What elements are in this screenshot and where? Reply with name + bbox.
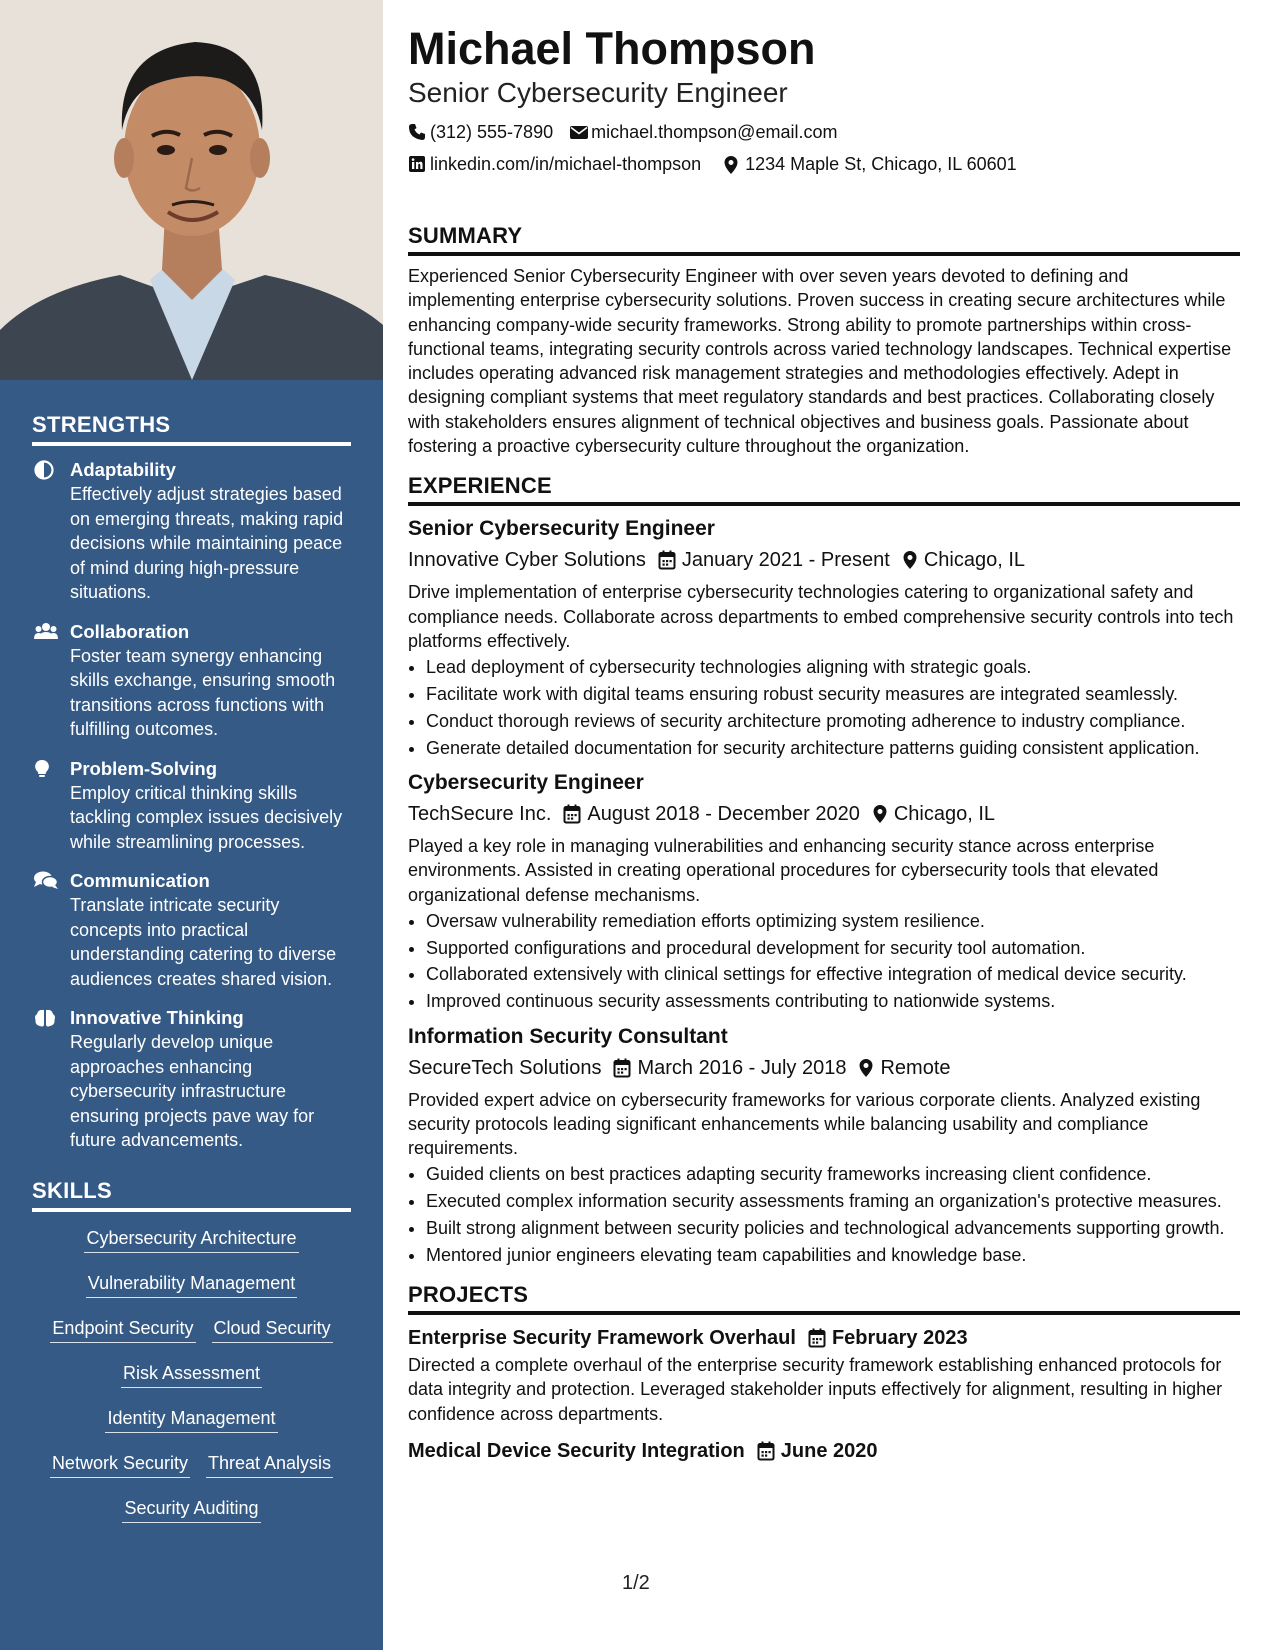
strength-item — [32, 757, 351, 855]
envelope-icon — [569, 123, 587, 141]
contact-line — [408, 148, 1240, 180]
strength-title: Problem-Solving — [70, 757, 217, 779]
bullet-item: • Guided clients on best practices adapting security frameworks increasing client confidence. — [426, 1162, 1240, 1186]
project-date: June 2020 — [780, 1440, 878, 1462]
candidate-name: Michael Thompson — [408, 23, 816, 74]
map-marker-icon — [902, 550, 918, 570]
map-marker-icon — [723, 155, 741, 173]
company-name: TechSecure Inc. — [408, 802, 552, 825]
strengths-heading: STRENGTHS — [32, 412, 351, 446]
comments-icon — [34, 871, 56, 891]
strength-item — [32, 620, 351, 742]
summary-section — [408, 222, 1240, 458]
map-marker-icon — [858, 1058, 874, 1078]
job-dates: January 2021 - Present — [681, 549, 890, 572]
lightbulb-icon — [34, 759, 56, 779]
company-name: SecureTech Solutions — [408, 1056, 602, 1079]
skill-tag: Identity Management — [105, 1407, 277, 1433]
strength-description: Regularly develop unique approaches enhancing cybersecurity infrastructure ensuring projects pave way for future advancements. — [70, 1032, 315, 1150]
adjust-icon — [34, 460, 56, 480]
skill-tag: Security Auditing — [122, 1497, 260, 1523]
calendar-icon — [613, 1058, 631, 1078]
strength-title: Innovative Thinking — [70, 1007, 244, 1028]
job-dates: August 2018 - December 2020 — [587, 802, 860, 825]
bullet-item: • Generate detailed documentation for security architecture patterns guiding consistent application. — [426, 736, 1240, 760]
skill-tag: Cloud Security — [212, 1317, 333, 1343]
phone-icon — [408, 123, 426, 141]
job-title: Information Security Consultant — [408, 1024, 728, 1048]
calendar-icon — [808, 1328, 826, 1348]
job-description: Played a key role in managing vulnerabilities and enhancing security stance across enterprise environments. Assisted in creating operational procedures for cybersecurity tools that elevated organizational defense mechanisms. — [408, 835, 1159, 905]
job-entry — [408, 1022, 1240, 1268]
skill-tag: Endpoint Security — [50, 1317, 195, 1343]
contact-line — [408, 116, 1240, 148]
skill-tag: Threat Analysis — [206, 1452, 333, 1478]
strength-description: Effectively adjust strategies based on emerging threats, making rapid decisions while maintaining peace of mind during high-pressure situations. — [70, 484, 344, 602]
job-bullets — [408, 909, 1240, 1014]
main-content — [408, 22, 1240, 1476]
phone-number[interactable]: (312) 555-7890 — [430, 122, 554, 142]
map-marker-icon — [872, 804, 888, 824]
skill-tag: Vulnerability Management — [86, 1272, 297, 1298]
job-description: Provided expert advice on cybersecurity frameworks for various corporate clients. Analyzed existing security protocols leading significant enhancements while balancing usability and compliance requirements. — [408, 1089, 1201, 1159]
strength-title: Adaptability — [70, 459, 176, 480]
summary-text: Experienced Senior Cybersecurity Engineer with over seven years devoted to defining and implementing enterprise cybersecurity solutions. Proven success in creating secure architectures while enhancing company-wide security frameworks. Strong ability to promote partnerships within cross-functional teams, integrating security controls across varied technology landscapes. Technical expertise includes operating advanced risk management strategies and methodologies effectively. Adept in designing compliant systems that meet regulatory standards and best practices. Collaborating closely with stakeholders ensures alignment of technical objectives and business goals. Passionate about fostering a proactive cybersecurity culture throughout the organization. — [408, 266, 1232, 457]
project-title: Medical Device Security Integration — [408, 1440, 745, 1462]
projects-heading: PROJECTS — [408, 1281, 1240, 1315]
project-title: Enterprise Security Framework Overhaul — [408, 1327, 796, 1350]
job-entry — [408, 768, 1240, 1014]
company-name: Innovative Cyber Solutions — [408, 549, 646, 572]
linkedin-icon — [408, 155, 426, 173]
strength-title: Communication — [70, 870, 210, 891]
bullet-item: • Conduct thorough reviews of security architecture promoting adherence to industry compliance. — [426, 709, 1240, 733]
strength-description: Foster team synergy enhancing skills exchange, ensuring smooth transitions across functions with fulfilling outcomes. — [70, 645, 336, 739]
job-location: Remote — [880, 1056, 951, 1079]
calendar-icon — [563, 804, 581, 824]
bullet-item: • Lead deployment of cybersecurity technologies aligning with strategic goals. — [426, 655, 1240, 679]
project-entry — [408, 1436, 1240, 1466]
bullet-item: • Oversaw vulnerability remediation efforts optimizing system resilience. — [426, 909, 1240, 933]
strength-item — [32, 869, 351, 991]
experience-section — [408, 472, 1240, 1267]
sidebar — [0, 0, 383, 1650]
calendar-icon — [658, 550, 676, 570]
job-bullets — [408, 655, 1240, 760]
job-title: Cybersecurity Engineer — [408, 770, 644, 794]
email-link[interactable]: michael.thompson@email.com — [591, 122, 838, 142]
skills-list — [32, 1227, 351, 1542]
projects-section — [408, 1281, 1240, 1466]
bullet-item: • Improved continuous security assessments contributing to nationwide systems. — [426, 989, 1240, 1013]
strength-description: Employ critical thinking skills tackling complex issues decisively while streamlining processes. — [70, 782, 343, 852]
brain-icon — [34, 1008, 56, 1028]
bullet-item: • Collaborated extensively with clinical settings for effective integration of medical device security. — [426, 962, 1240, 986]
profile-photo — [0, 0, 383, 380]
job-location: Chicago, IL — [893, 802, 995, 825]
bullet-item: • Supported configurations and procedural development for security tool automation. — [426, 936, 1240, 960]
strength-description: Translate intricate security concepts into practical understanding catering to diverse audiences creates shared vision. — [70, 895, 337, 989]
strength-title: Collaboration — [70, 620, 190, 642]
strength-item — [32, 1006, 351, 1153]
linkedin-link[interactable]: linkedin.com/in/michael-thompson — [430, 154, 702, 174]
job-title: Senior Cybersecurity Engineer — [408, 517, 715, 541]
strength-item — [32, 458, 351, 605]
job-bullets — [408, 1162, 1240, 1267]
experience-heading: EXPERIENCE — [408, 472, 1240, 506]
bullet-item: • Executed complex information security assessments framing an organization's protective measures. — [426, 1189, 1240, 1213]
skill-tag: Network Security — [50, 1452, 190, 1478]
bullet-item: • Facilitate work with digital teams ensuring robust security measures are integrated seamlessly. — [426, 682, 1240, 706]
project-description: Directed a complete overhaul of the enterprise security framework establishing enhanced protocols for data integrity and protection. Leveraged stakeholder inputs effectively for alignment, resulting in higher confidence across departments. — [408, 1355, 1223, 1424]
job-location: Chicago, IL — [923, 549, 1025, 572]
skill-tag: Risk Assessment — [121, 1362, 262, 1388]
bullet-item: • Mentored junior engineers elevating team capabilities and knowledge base. — [426, 1243, 1240, 1267]
job-dates: March 2016 - July 2018 — [637, 1056, 847, 1079]
address: 1234 Maple St, Chicago, IL 60601 — [745, 154, 1017, 174]
project-date: February 2023 — [831, 1327, 968, 1350]
candidate-title: Senior Cybersecurity Engineer — [408, 77, 788, 108]
skill-tag: Cybersecurity Architecture — [84, 1227, 298, 1253]
bullet-item: • Built strong alignment between security policies and technological advancements supporting growth. — [426, 1216, 1240, 1240]
job-entry — [408, 514, 1240, 760]
calendar-icon — [757, 1441, 775, 1461]
summary-heading: SUMMARY — [408, 222, 1240, 256]
users-icon — [34, 622, 56, 642]
page-number: 1/2 — [622, 1572, 650, 1594]
project-entry — [408, 1323, 1240, 1426]
job-description: Drive implementation of enterprise cybersecurity technologies catering to organizational safety and compliance needs. Collaborate across departments to embed comprehensive security controls into tech platforms effectively. — [408, 582, 1234, 651]
skills-heading: SKILLS — [32, 1178, 351, 1212]
